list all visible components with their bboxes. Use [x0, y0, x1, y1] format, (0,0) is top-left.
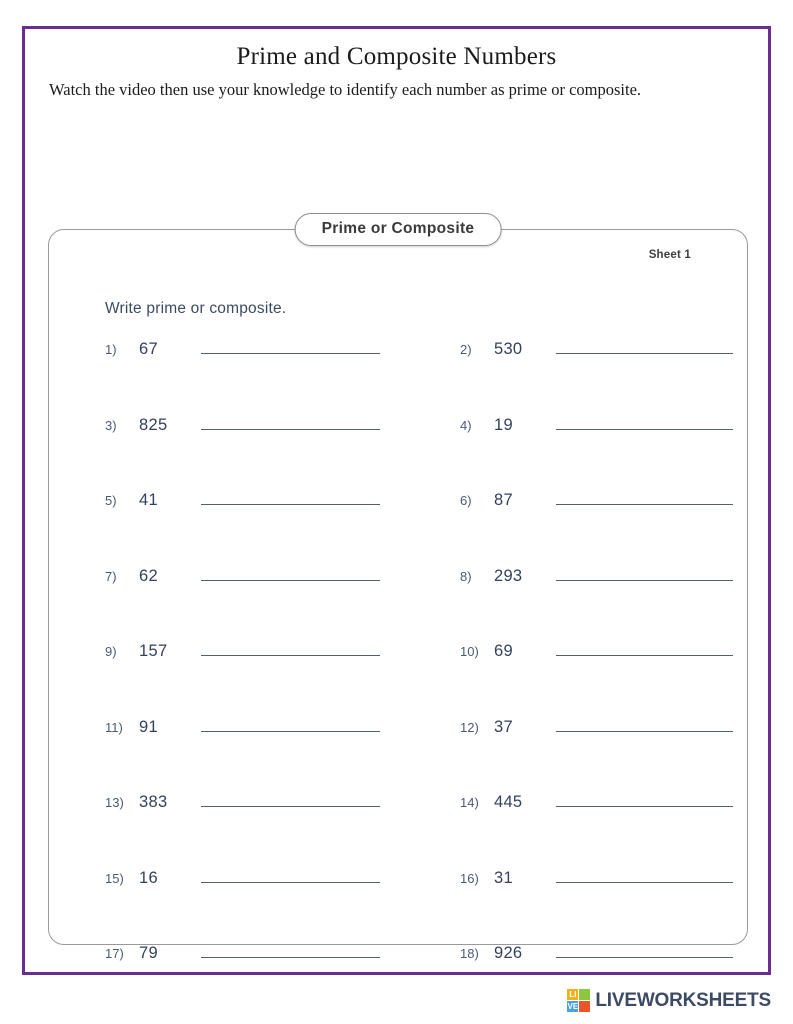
page-title: Prime and Composite Numbers	[236, 43, 557, 70]
problem-row	[49, 487, 747, 563]
liveworksheets-mark-icon	[567, 989, 590, 1012]
problem-item	[400, 940, 747, 963]
answer-blank[interactable]	[556, 563, 733, 581]
answer-blank[interactable]	[201, 638, 380, 656]
problem-number: 10)	[459, 644, 479, 659]
problem-value: 825	[139, 415, 168, 434]
problem-item	[49, 412, 400, 435]
problem-number: 2)	[459, 342, 472, 357]
problem-number: 16)	[459, 870, 479, 886]
problem-item	[400, 638, 747, 661]
problem-item	[49, 940, 400, 963]
problem-row	[49, 714, 747, 790]
problem-item	[49, 487, 400, 510]
problem-row	[49, 412, 747, 488]
problem-row	[49, 865, 747, 941]
problem-value: 69	[493, 642, 513, 660]
answer-blank[interactable]	[556, 336, 733, 354]
logo-tile-ve: VE	[567, 1002, 579, 1011]
problem-number: 17)	[105, 946, 124, 961]
answer-blank[interactable]	[201, 563, 380, 581]
problem-item	[400, 487, 747, 510]
problem-number: 15)	[105, 870, 124, 886]
problem-row	[49, 336, 747, 412]
logo-text: LIVEWORKSHEETS	[595, 989, 771, 1011]
answer-blank[interactable]	[556, 940, 733, 958]
problem-number: 14)	[459, 795, 479, 810]
problem-value: 67	[139, 340, 158, 358]
problem-item	[49, 789, 400, 812]
problem-item	[400, 563, 747, 586]
problem-number: 9)	[105, 644, 117, 659]
problem-number: 11)	[105, 719, 123, 735]
problem-value: 31	[493, 868, 513, 887]
problem-row	[49, 638, 747, 714]
problem-row	[49, 789, 747, 865]
problem-item	[400, 412, 747, 435]
problem-number: 12)	[459, 719, 479, 735]
problem-value: 37	[493, 717, 513, 736]
problem-value: 87	[493, 491, 513, 509]
answer-blank[interactable]	[556, 789, 733, 807]
answer-blank[interactable]	[201, 336, 380, 354]
card-subtitle: Write prime or composite.	[105, 300, 287, 317]
answer-blank[interactable]	[556, 865, 733, 883]
problem-item	[400, 714, 747, 737]
problem-item	[49, 563, 400, 586]
problem-number: 5)	[105, 493, 117, 508]
problem-value: 41	[139, 491, 158, 509]
problem-number: 1)	[105, 342, 117, 357]
problem-list	[49, 336, 747, 1016]
answer-blank[interactable]	[201, 789, 380, 807]
problem-value: 530	[493, 340, 523, 358]
logo-tile-orange	[579, 1001, 590, 1012]
answer-blank[interactable]	[201, 487, 380, 505]
answer-blank[interactable]	[556, 638, 733, 656]
logo-tile-li: LI	[569, 990, 577, 999]
sheet-label: Sheet 1	[648, 249, 691, 261]
answer-blank[interactable]	[556, 714, 733, 732]
answer-blank[interactable]	[556, 412, 733, 430]
problem-item	[49, 865, 400, 888]
problem-number: 13)	[105, 795, 124, 810]
problem-number: 6)	[459, 493, 472, 508]
problem-number: 3)	[105, 417, 117, 433]
liveworksheets-logo[interactable]	[567, 989, 771, 1012]
worksheet-instructions: Watch the video then use your knowledge to identify each number as prime or composite.	[49, 80, 642, 99]
problem-item	[49, 638, 400, 661]
problem-number: 8)	[459, 568, 472, 584]
worksheet-page	[22, 26, 771, 975]
problem-item	[400, 789, 747, 812]
answer-blank[interactable]	[201, 412, 380, 430]
problem-value: 16	[139, 868, 158, 887]
answer-blank[interactable]	[201, 865, 380, 883]
problem-value: 62	[139, 566, 158, 585]
problem-item	[400, 336, 747, 359]
answer-blank[interactable]	[201, 714, 380, 732]
worksheet-header	[25, 29, 768, 101]
problem-row	[49, 563, 747, 639]
problem-number: 7)	[105, 568, 117, 584]
worksheet-card	[48, 220, 748, 962]
problem-item	[49, 714, 400, 737]
problem-value: 926	[493, 944, 523, 962]
problem-value: 157	[139, 642, 168, 660]
logo-tile-green	[579, 989, 590, 1000]
card-badge: Prime or Composite	[295, 213, 502, 246]
problem-value: 293	[493, 566, 523, 585]
problem-item	[400, 865, 747, 888]
problem-number: 4)	[459, 417, 472, 433]
answer-blank[interactable]	[556, 487, 733, 505]
problem-value: 445	[493, 793, 523, 811]
problem-value: 91	[139, 717, 158, 736]
answer-blank[interactable]	[201, 940, 380, 958]
problem-number: 18)	[459, 946, 479, 961]
problem-value: 383	[139, 793, 168, 811]
problem-item	[49, 336, 400, 359]
problem-value: 19	[493, 415, 513, 434]
problem-value: 79	[139, 944, 158, 962]
